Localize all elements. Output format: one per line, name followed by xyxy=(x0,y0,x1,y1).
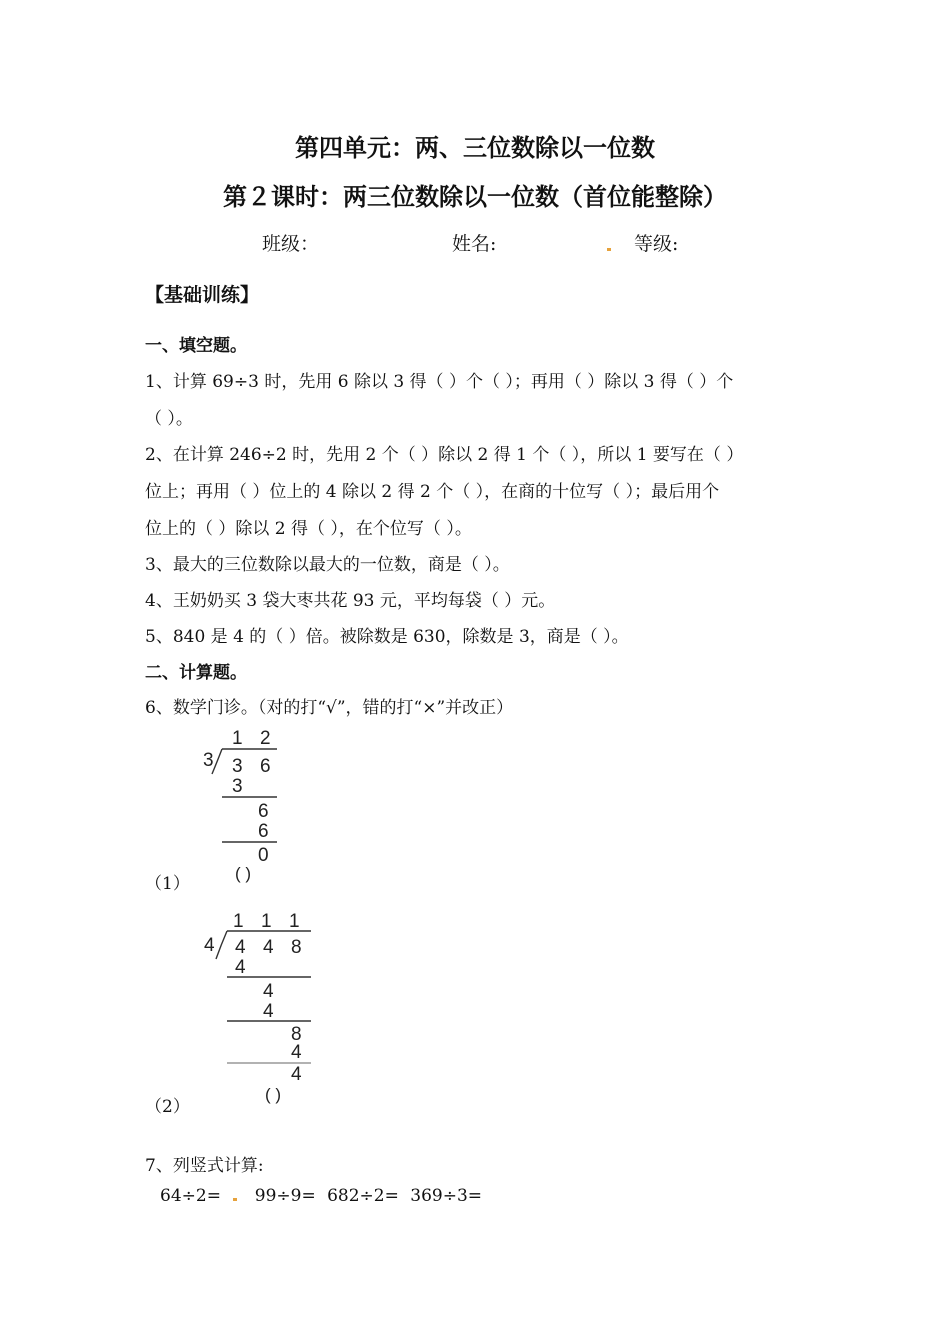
calc-item: 682÷2= xyxy=(327,1186,399,1206)
long-division-figure-1 xyxy=(195,722,315,891)
step-digit: 8 xyxy=(291,1024,302,1045)
step-digit: 6 xyxy=(258,801,269,822)
vertical-calc-list xyxy=(160,1186,482,1206)
remainder-digit: 4 xyxy=(291,1064,302,1085)
dividend-digit: 4 xyxy=(263,937,274,958)
step-digit: 4 xyxy=(291,1042,302,1063)
calc-item: 99÷9= xyxy=(254,1186,316,1206)
step-digit: 4 xyxy=(235,957,246,978)
question-2-line-3: 位上的（ ）除以 2 得（ ），在个位写（ ）。 xyxy=(145,519,472,539)
figure-1-label: （1） xyxy=(145,874,190,894)
question-1-line-1: 1、计算 69÷3 时，先用 6 除以 3 得（ ）个（ ）；再用（ ）除以 3 得（ ）个 xyxy=(145,372,734,392)
dividend-digit: 4 xyxy=(235,937,246,958)
name-label: 姓名: xyxy=(452,233,497,255)
mark-dot xyxy=(607,248,611,251)
calc-item: 369÷3= xyxy=(410,1186,483,1206)
question-4: 4、王奶奶买 3 袋大枣共花 93 元，平均每袋（ ）元。 xyxy=(145,591,556,611)
dividend-digit: 6 xyxy=(260,756,271,777)
step-digit: 3 xyxy=(232,776,243,797)
quotient-digit: 1 xyxy=(261,911,272,932)
question-2-line-2: 位上；再用（ ）位上的 4 除以 2 得 2 个（ ），在商的十位写（ ）；最后用个 xyxy=(145,482,720,502)
quotient-digit: 1 xyxy=(233,911,244,932)
grade-label: 等级: xyxy=(634,233,679,255)
divisor: 4 xyxy=(204,935,215,956)
page-subtitle: 第２课时：两三位数除以一位数（首位能整除） xyxy=(223,183,727,211)
mark-dot xyxy=(233,1198,237,1201)
dividend-digit: 3 xyxy=(232,756,243,777)
dividend-digit: 8 xyxy=(291,937,302,958)
quotient-digit: 1 xyxy=(232,728,243,749)
quotient-digit: 2 xyxy=(260,728,271,749)
question-7: 7、列竖式计算: xyxy=(145,1156,264,1176)
figure-2-label: （2） xyxy=(145,1097,190,1117)
question-2-line-1: 2、在计算 246÷2 时，先用 2 个（ ）除以 2 得 1 个（ ），所以 1 要写在（ ） xyxy=(145,445,744,465)
remainder-digit: 0 xyxy=(258,845,269,866)
division-bracket xyxy=(216,931,227,959)
answer-box: ( ) xyxy=(265,1085,282,1104)
long-division-figure-2 xyxy=(195,905,345,1114)
divisor: 3 xyxy=(203,750,214,771)
section-basic-heading: 【基础训练】 xyxy=(145,284,260,306)
question-5: 5、840 是 4 的（ ）倍。被除数是 630，除数是 3，商是（ ）。 xyxy=(145,627,629,647)
step-digit: 4 xyxy=(263,1001,274,1022)
step-digit: 4 xyxy=(263,981,274,1002)
part1-heading: 一、填空题。 xyxy=(145,336,247,356)
question-3: 3、最大的三位数除以最大的一位数，商是（ ）。 xyxy=(145,555,510,575)
question-6: 6、数学门诊。（对的打“√”，错的打“×”并改正） xyxy=(145,698,514,718)
question-1-line-2: （ ）。 xyxy=(145,409,193,429)
part2-heading: 二、计算题。 xyxy=(145,663,247,683)
quotient-digit: 1 xyxy=(289,911,300,932)
step-digit: 6 xyxy=(258,821,269,842)
class-label: 班级： xyxy=(262,233,320,255)
answer-box: ( ) xyxy=(235,864,252,883)
page-title: 第四单元：两、三位数除以一位数 xyxy=(295,134,655,162)
calc-item: 64÷2= xyxy=(160,1186,221,1206)
